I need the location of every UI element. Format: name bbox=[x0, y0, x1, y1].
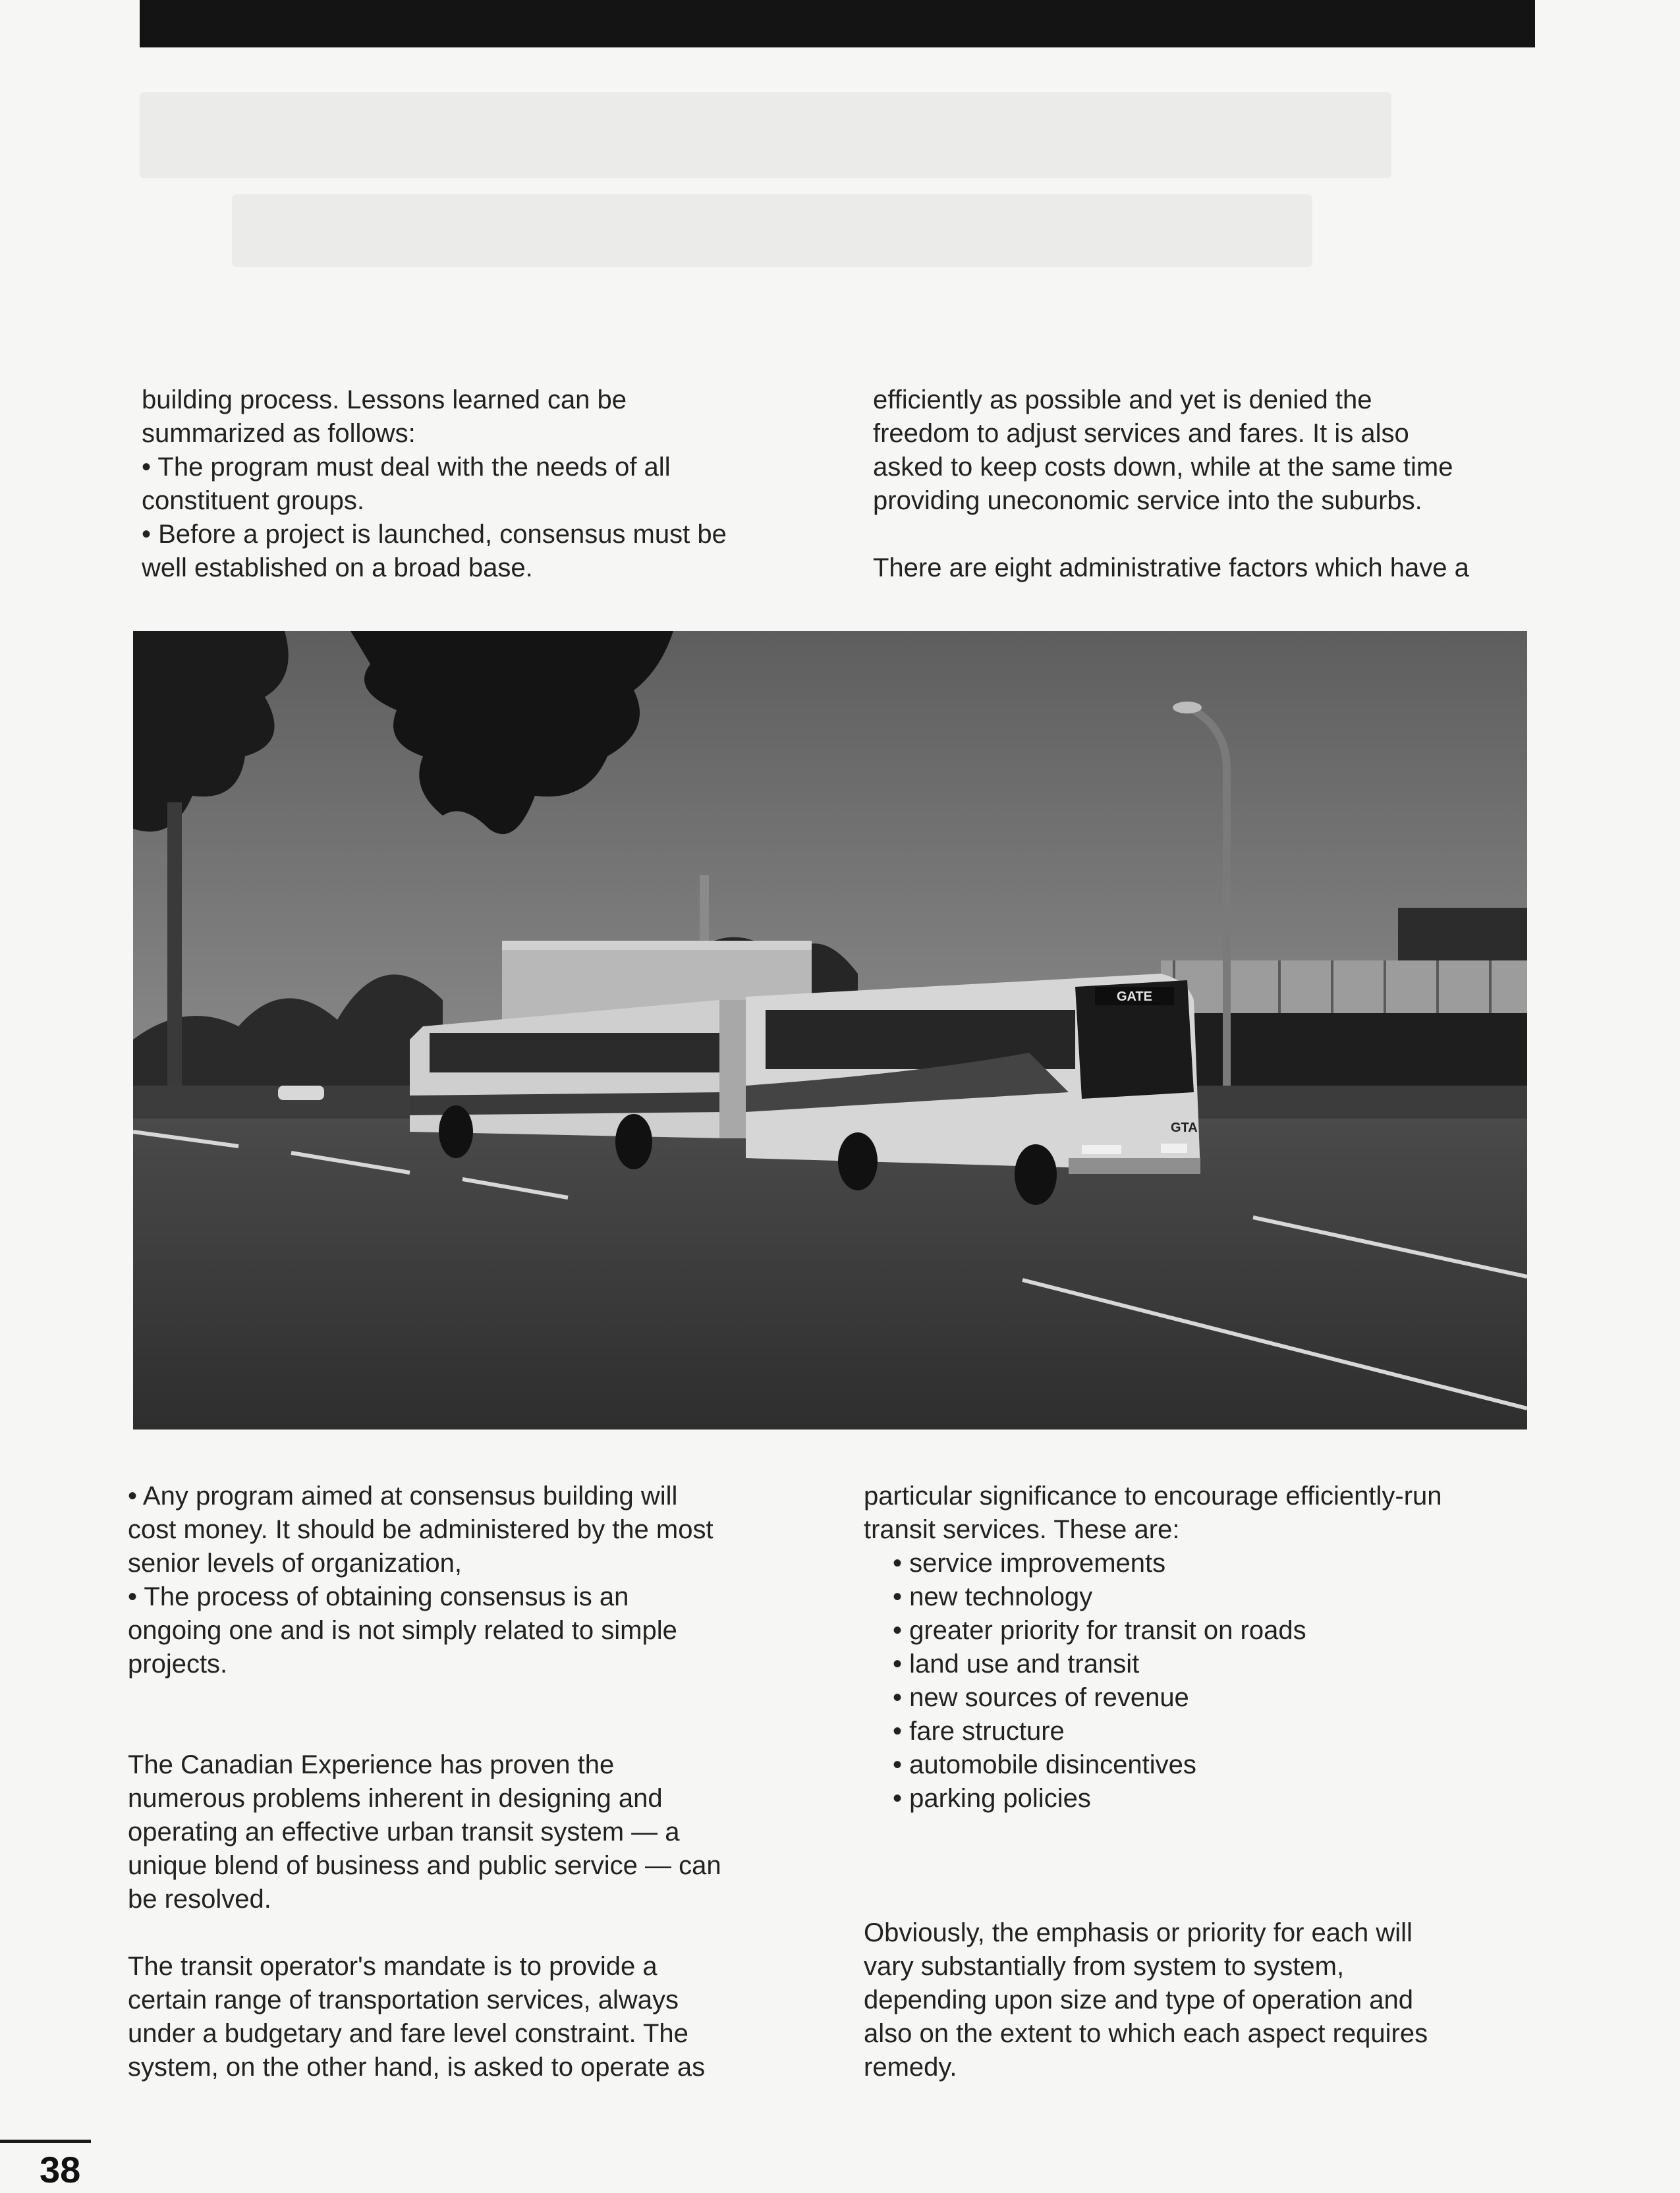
column-left-top bbox=[142, 383, 827, 585]
text-line: numerous problems inherent in designing and bbox=[128, 1784, 663, 1813]
text-line: The Canadian Experience has proven the bbox=[128, 1750, 615, 1779]
factor-item: • service improvements bbox=[893, 1549, 1166, 1578]
fence bbox=[1161, 960, 1527, 1013]
text-line: system, on the other hand, is asked to operate as bbox=[128, 2053, 706, 2082]
text-line: freedom to adjust services and fares. It is also bbox=[873, 419, 1409, 448]
faded-title-area bbox=[140, 79, 1535, 329]
faded-subtitle-line bbox=[232, 194, 1312, 267]
text-line: be resolved. bbox=[128, 1885, 271, 1914]
paragraph-gap bbox=[128, 1916, 839, 1950]
road bbox=[133, 1119, 1527, 1430]
text-line: providing uneconomic service into the suburbs. bbox=[873, 486, 1422, 515]
chimney bbox=[700, 875, 709, 941]
distant-car bbox=[278, 1086, 324, 1100]
text-line: building process. Lessons learned can be bbox=[142, 385, 627, 414]
text-line: certain range of transportation services, always bbox=[128, 1985, 679, 2014]
bus-photo-illustration bbox=[133, 631, 1527, 1430]
text-line: particular significance to encourage efficiently-run bbox=[864, 1482, 1442, 1511]
bullet-line: • Before a project is launched, consensus must be bbox=[142, 520, 727, 549]
factor-item: • greater priority for transit on roads bbox=[893, 1616, 1306, 1645]
text-line: senior levels of organization, bbox=[128, 1549, 462, 1578]
text-line: summarized as follows: bbox=[142, 419, 416, 448]
text-line: constituent groups. bbox=[142, 486, 364, 515]
factor-item: • new technology bbox=[893, 1582, 1093, 1611]
text-line: Obviously, the emphasis or priority for each will bbox=[864, 1918, 1413, 1947]
bullet-line: • The process of obtaining consensus is an bbox=[128, 1582, 629, 1611]
text-line: There are eight administrative factors which have a bbox=[873, 553, 1469, 582]
text-line: unique blend of business and public service — can bbox=[128, 1851, 721, 1880]
paragraph-gap bbox=[128, 1681, 839, 1748]
column-right-top bbox=[873, 383, 1538, 585]
factor-item: • parking policies bbox=[893, 1784, 1091, 1813]
column-left-bottom bbox=[128, 1480, 839, 2084]
page-number: 38 bbox=[40, 2149, 81, 2190]
text-line: The transit operator's mandate is to provide a bbox=[128, 1952, 658, 1981]
paragraph-gap bbox=[864, 1883, 1542, 1916]
factor-item: • land use and transit bbox=[893, 1650, 1140, 1679]
factor-list bbox=[864, 1547, 1542, 1816]
paragraph-gap bbox=[864, 1816, 1542, 1883]
text-line: ongoing one and is not simply related to simple bbox=[128, 1616, 677, 1645]
factor-item: • automobile disincentives bbox=[893, 1750, 1196, 1779]
dark-embankment bbox=[1161, 1013, 1527, 1086]
bullet-line: • Any program aimed at consensus building will bbox=[128, 1482, 678, 1511]
text-line: asked to keep costs down, while at the same time bbox=[873, 453, 1453, 482]
bus-destination-sign: GATE bbox=[1116, 989, 1153, 1004]
street-lamp-head bbox=[1173, 702, 1202, 713]
bus-logo: GTA bbox=[1171, 1121, 1198, 1135]
factor-item: • new sources of revenue bbox=[893, 1683, 1189, 1712]
bus-photograph bbox=[133, 631, 1527, 1430]
header-bar bbox=[140, 0, 1535, 47]
text-line: remedy. bbox=[864, 2053, 957, 2082]
text-line: projects. bbox=[128, 1650, 228, 1679]
text-line: vary substantially from system to system, bbox=[864, 1952, 1345, 1981]
text-line: depending upon size and type of operation and bbox=[864, 1985, 1414, 2014]
text-line: cost money. It should be administered by the most bbox=[128, 1515, 714, 1544]
text-line: also on the extent to which each aspect requires bbox=[864, 2019, 1428, 2048]
column-right-bottom bbox=[864, 1480, 1542, 2084]
building-roofline bbox=[502, 941, 812, 950]
paragraph-gap bbox=[873, 518, 1538, 551]
text-line: transit services. These are: bbox=[864, 1515, 1180, 1544]
faded-title-line bbox=[140, 92, 1391, 178]
factor-item: • fare structure bbox=[893, 1717, 1065, 1746]
page-number-rule bbox=[0, 2140, 91, 2143]
text-line: well established on a broad base. bbox=[142, 553, 533, 582]
bullet-line: • The program must deal with the needs of all bbox=[142, 453, 671, 482]
text-line: under a budgetary and fare level constraint. The bbox=[128, 2019, 688, 2048]
text-line: operating an effective urban transit system — a bbox=[128, 1818, 680, 1846]
text-line: efficiently as possible and yet is denied the bbox=[873, 385, 1372, 414]
